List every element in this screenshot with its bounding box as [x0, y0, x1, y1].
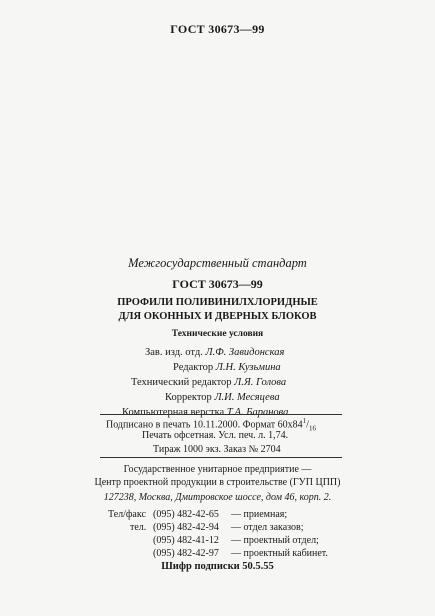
credit-line: Зав. изд. отд. Л.Ф. Завидонская — [145, 347, 285, 358]
phone-row — [0, 547, 435, 560]
page-header: ГОСТ 30673—99 — [170, 22, 265, 36]
phone-desc: — проектный кабинет. — [231, 548, 328, 559]
credit-line: Редактор Л.Н. Кузьмина — [173, 362, 281, 373]
standard-title-line1: ПРОФИЛИ ПОЛИВИНИЛХЛОРИДНЫЕ — [117, 297, 318, 308]
phone-row — [0, 521, 435, 534]
phone-number: (095) 482-42-94 — [153, 522, 219, 533]
standard-type: Межгосударственный стандарт — [128, 256, 307, 270]
phone-desc: — проектный отдел; — [231, 535, 319, 546]
address: 127238, Москва, Дмитровское шоссе, дом 46, корп. 2. — [103, 492, 332, 503]
organization-line1: Государственное унитарное предприятие — — [123, 464, 312, 475]
phone-label: Тел/факс — [108, 509, 146, 520]
standard-title — [0, 296, 435, 324]
phone-desc: — отдел заказов; — [231, 522, 304, 533]
credit-line: Технический редактор Л.Я. Голова — [131, 377, 287, 388]
print-line1: Подписано в печать 10.11.2000. Формат $60х84^1/_{16}$ — [106, 417, 316, 433]
credit-row — [0, 345, 435, 360]
print-line2: Печать офсетная. Усл. печ. л. 1,74. — [142, 430, 289, 441]
phone-row — [0, 508, 435, 521]
organization — [0, 463, 435, 489]
phone-number: (095) 482-41-12 — [153, 535, 219, 546]
print-line3: Тираж 1000 экз. Заказ № 2704 — [153, 444, 281, 455]
phone-number: (095) 482-42-65 — [153, 509, 219, 520]
credit-row — [0, 375, 435, 390]
standard-subtitle: Технические условия — [171, 329, 264, 339]
subscription-cipher: Шифр подписки 50.5.55 — [161, 561, 274, 572]
credits-block — [0, 345, 435, 420]
phone-label: тел. — [130, 522, 147, 533]
phone-number: (095) 482-42-97 — [153, 548, 219, 559]
phone-desc: — приемная; — [231, 509, 288, 520]
phone-row — [0, 534, 435, 547]
credit-row — [0, 390, 435, 405]
credit-line: Корректор Л.И. Месяцева — [165, 392, 280, 403]
credit-line: Компьютерная верстка Т.А. Баранова — [122, 407, 289, 418]
standard-title-line2: ДЛЯ ОКОННЫХ И ДВЕРНЫХ БЛОКОВ — [118, 311, 317, 322]
print-info — [0, 415, 435, 457]
phones-block — [0, 508, 435, 560]
divider-bottom — [100, 457, 342, 458]
standard-number: ГОСТ 30673—99 — [172, 277, 263, 291]
organization-line2: Центр проектной продукции в строительстве (ГУП ЦПП) — [94, 477, 341, 488]
credit-row — [0, 360, 435, 375]
